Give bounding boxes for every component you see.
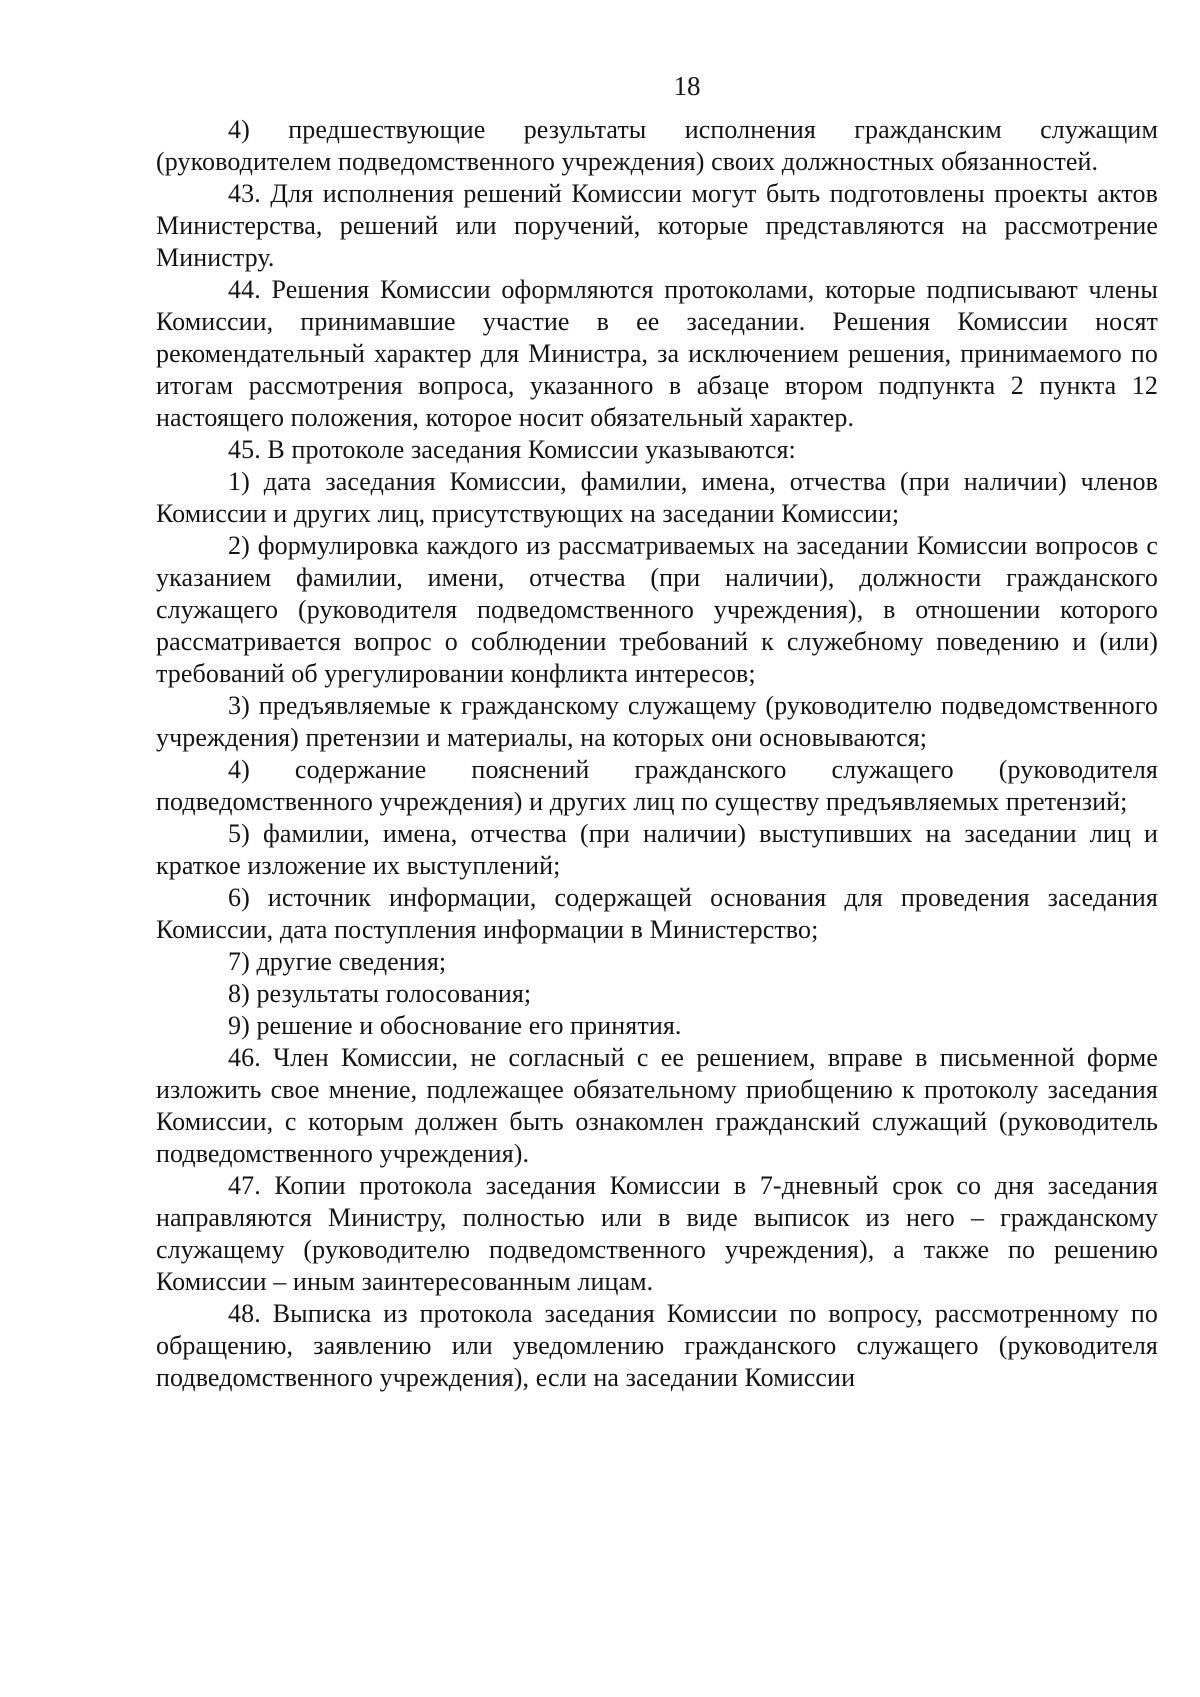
document-page [156,70,1158,1394]
paragraph-item-4-prior-results: 4) предшествующие результаты исполнения гражданским служащим (руководителем подведомственного учреждения) своих должностных обязанностей. [156,115,1158,176]
paragraph-45-item-3: 3) предъявляемые к гражданскому служащему (руководителю подведомственного учреждения) претензии и материалы, на которых они основываются; [156,691,1158,752]
paragraph-45-item-1: 1) дата заседания Комиссии, фамилии, имена, отчества (при наличии) членов Комиссии и других лиц, присутствующих на заседании Комиссии; [156,467,1158,528]
page-number: 18 [673,71,701,101]
paragraph-45: 45. В протоколе заседания Комиссии указываются: [228,435,796,464]
paragraph-45-item-5: 5) фамилии, имена, отчества (при наличии) выступивших на заседании лиц и краткое изложение их выступлений; [156,819,1158,880]
paragraph-45-item-8: 8) результаты голосования; [228,979,532,1008]
paragraph-47: 47. Копии протокола заседания Комиссии в 7-дневный срок со дня заседания направляются Министру, полностью или в виде выписок из него – гражданскому служащему (руководителю подведомственного учреждения), а также по решению Комиссии – иным заинтересованным лицам. [156,1171,1158,1296]
paragraph-45-item-9: 9) решение и обоснование его принятия. [228,1011,682,1040]
paragraph-45-item-2: 2) формулировка каждого из рассматриваемых на заседании Комиссии вопросов с указанием фамилии, имени, отчества (при наличии), должности гражданского служащего (руководителя подведомственного учреждения), в отношении которого рассматривается вопрос о соблюдении требований к служебному поведению и (или) требований об урегулировании конфликта интересов; [156,531,1158,688]
paragraph-44: 44. Решения Комиссии оформляются протоколами, которые подписывают члены Комиссии, принимавшие участие в ее заседании. Решения Комиссии носят рекомендательный характер для Министра, за исключением решения, принимаемого по итогам рассмотрения вопроса, указанного в абзаце втором подпункта 2 пункта 12 настоящего положения, которое носит обязательный характер. [156,275,1158,432]
paragraph-45-item-7: 7) другие сведения; [228,947,447,976]
paragraph-46: 46. Член Комиссии, не согласный с ее решением, вправе в письменной форме изложить свое мнение, подлежащее обязательному приобщению к протоколу заседания Комиссии, с которым должен быть ознакомлен гражданский служащий (руководитель подведомственного учреждения). [156,1043,1158,1168]
paragraph-43: 43. Для исполнения решений Комиссии могут быть подготовлены проекты актов Министерства, решений или поручений, которые представляются на рассмотрение Министру. [156,179,1158,272]
paragraph-48: 48. Выписка из протокола заседания Комиссии по вопросу, рассмотренному по обращению, заявлению или уведомлению гражданского служащего (руководителя подведомственного учреждения), если на заседании Комиссии [156,1299,1158,1392]
paragraph-45-item-4: 4) содержание пояснений гражданского служащего (руководителя подведомственного учреждения) и других лиц по существу предъявляемых претензий; [156,755,1158,816]
paragraph-45-item-6: 6) источник информации, содержащей основания для проведения заседания Комиссии, дата поступления информации в Министерство; [156,883,1158,944]
